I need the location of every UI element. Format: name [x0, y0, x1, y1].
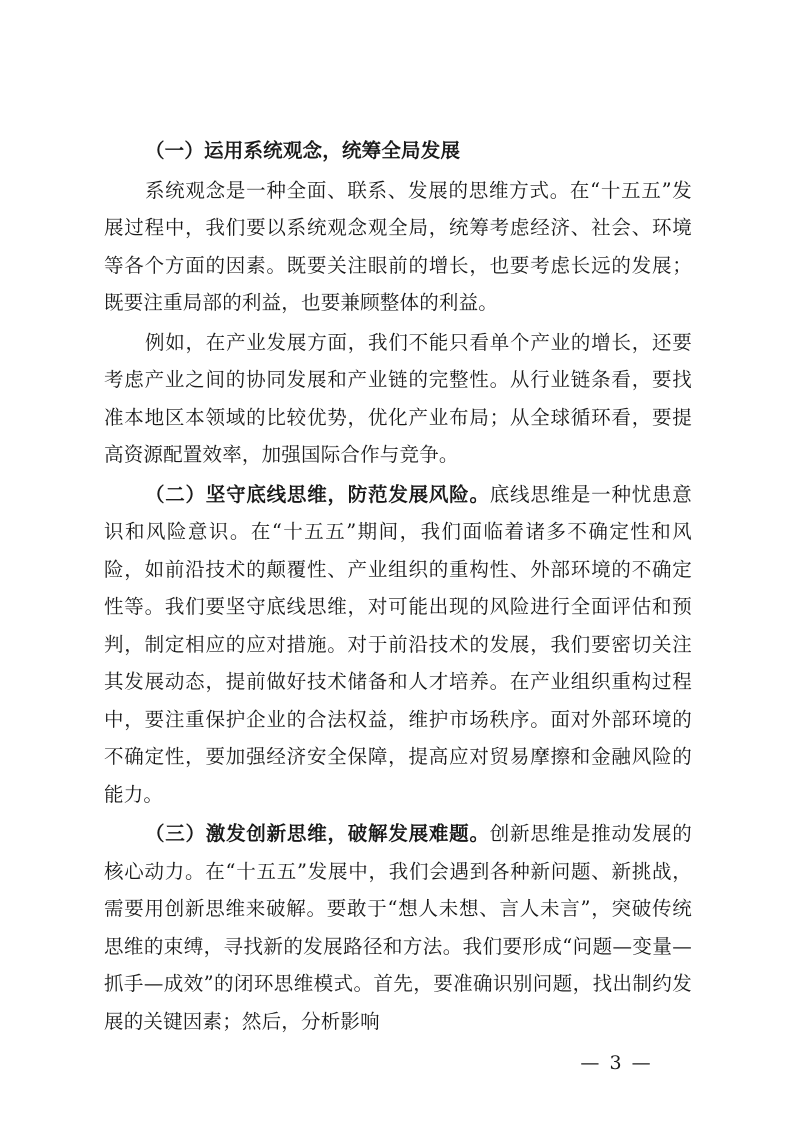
document-body	[104, 132, 692, 1042]
paragraph-2: 例如，在产业发展方面，我们不能只看单个产业的增长，还要考虑产业之间的协同发展和产业链的完整性。从行业链条看，要找准本地区本领域的比较优势，优化产业布局；从全球循环看，要提高资源配置效率，加强国际合作与竞争。	[104, 330, 692, 466]
section-heading-2: （二）坚守底线思维，防范发展风险。	[144, 482, 490, 506]
paragraph-1: 系统观念是一种全面、联系、发展的思维方式。在“十五五”发展过程中，我们要以系统观念观全局，统筹考虑经济、社会、环境等各个方面的因素。既要关注眼前的增长，也要考虑长远的发展；既要注重局部的利益，也要兼顾整体的利益。	[104, 178, 692, 314]
paragraph-3-body: 底线思维是一种忧患意识和风险意识。在“十五五”期间，我们面临着诸多不确定性和风险，如前沿技术的颠覆性、产业组织的重构性、外部环境的不确定性等。我们要坚守底线思维，对可能出现的风险进行全面评估和预判，制定相应的应对措施。对于前沿技术的发展，我们要密切关注其发展动态，提前做好技术储备和人才培养。在产业组织重构过程中，要注重保护企业的合法权益，维护市场秩序。面对外部环境的不确定性，要加强经济安全保障，提高应对贸易摩擦和金融风险的能力。	[104, 482, 692, 806]
paragraph-4-body: 创新思维是推动发展的核心动力。在“十五五”发展中，我们会遇到各种新问题、新挑战，需要用创新思维来破解。要敢于“想人未想、言人未言”，突破传统思维的束缚，寻找新的发展路径和方法。我们要形成“问题—变量—抓手—成效”的闭环思维模式。首先，要准确识别问题，找出制约发展的关键因素；然后，分析影响	[104, 822, 692, 1033]
section-heading-3: （三）激发创新思维，破解发展难题。	[144, 822, 490, 845]
section-heading-1: （一）运用系统观念，统筹全局发展	[144, 139, 461, 162]
paragraph-heading-1	[104, 132, 692, 170]
page-footer	[0, 1052, 793, 1074]
paragraph-4	[104, 815, 692, 1040]
paragraph-3	[104, 476, 692, 814]
page-number: — 3 —	[580, 1052, 653, 1074]
